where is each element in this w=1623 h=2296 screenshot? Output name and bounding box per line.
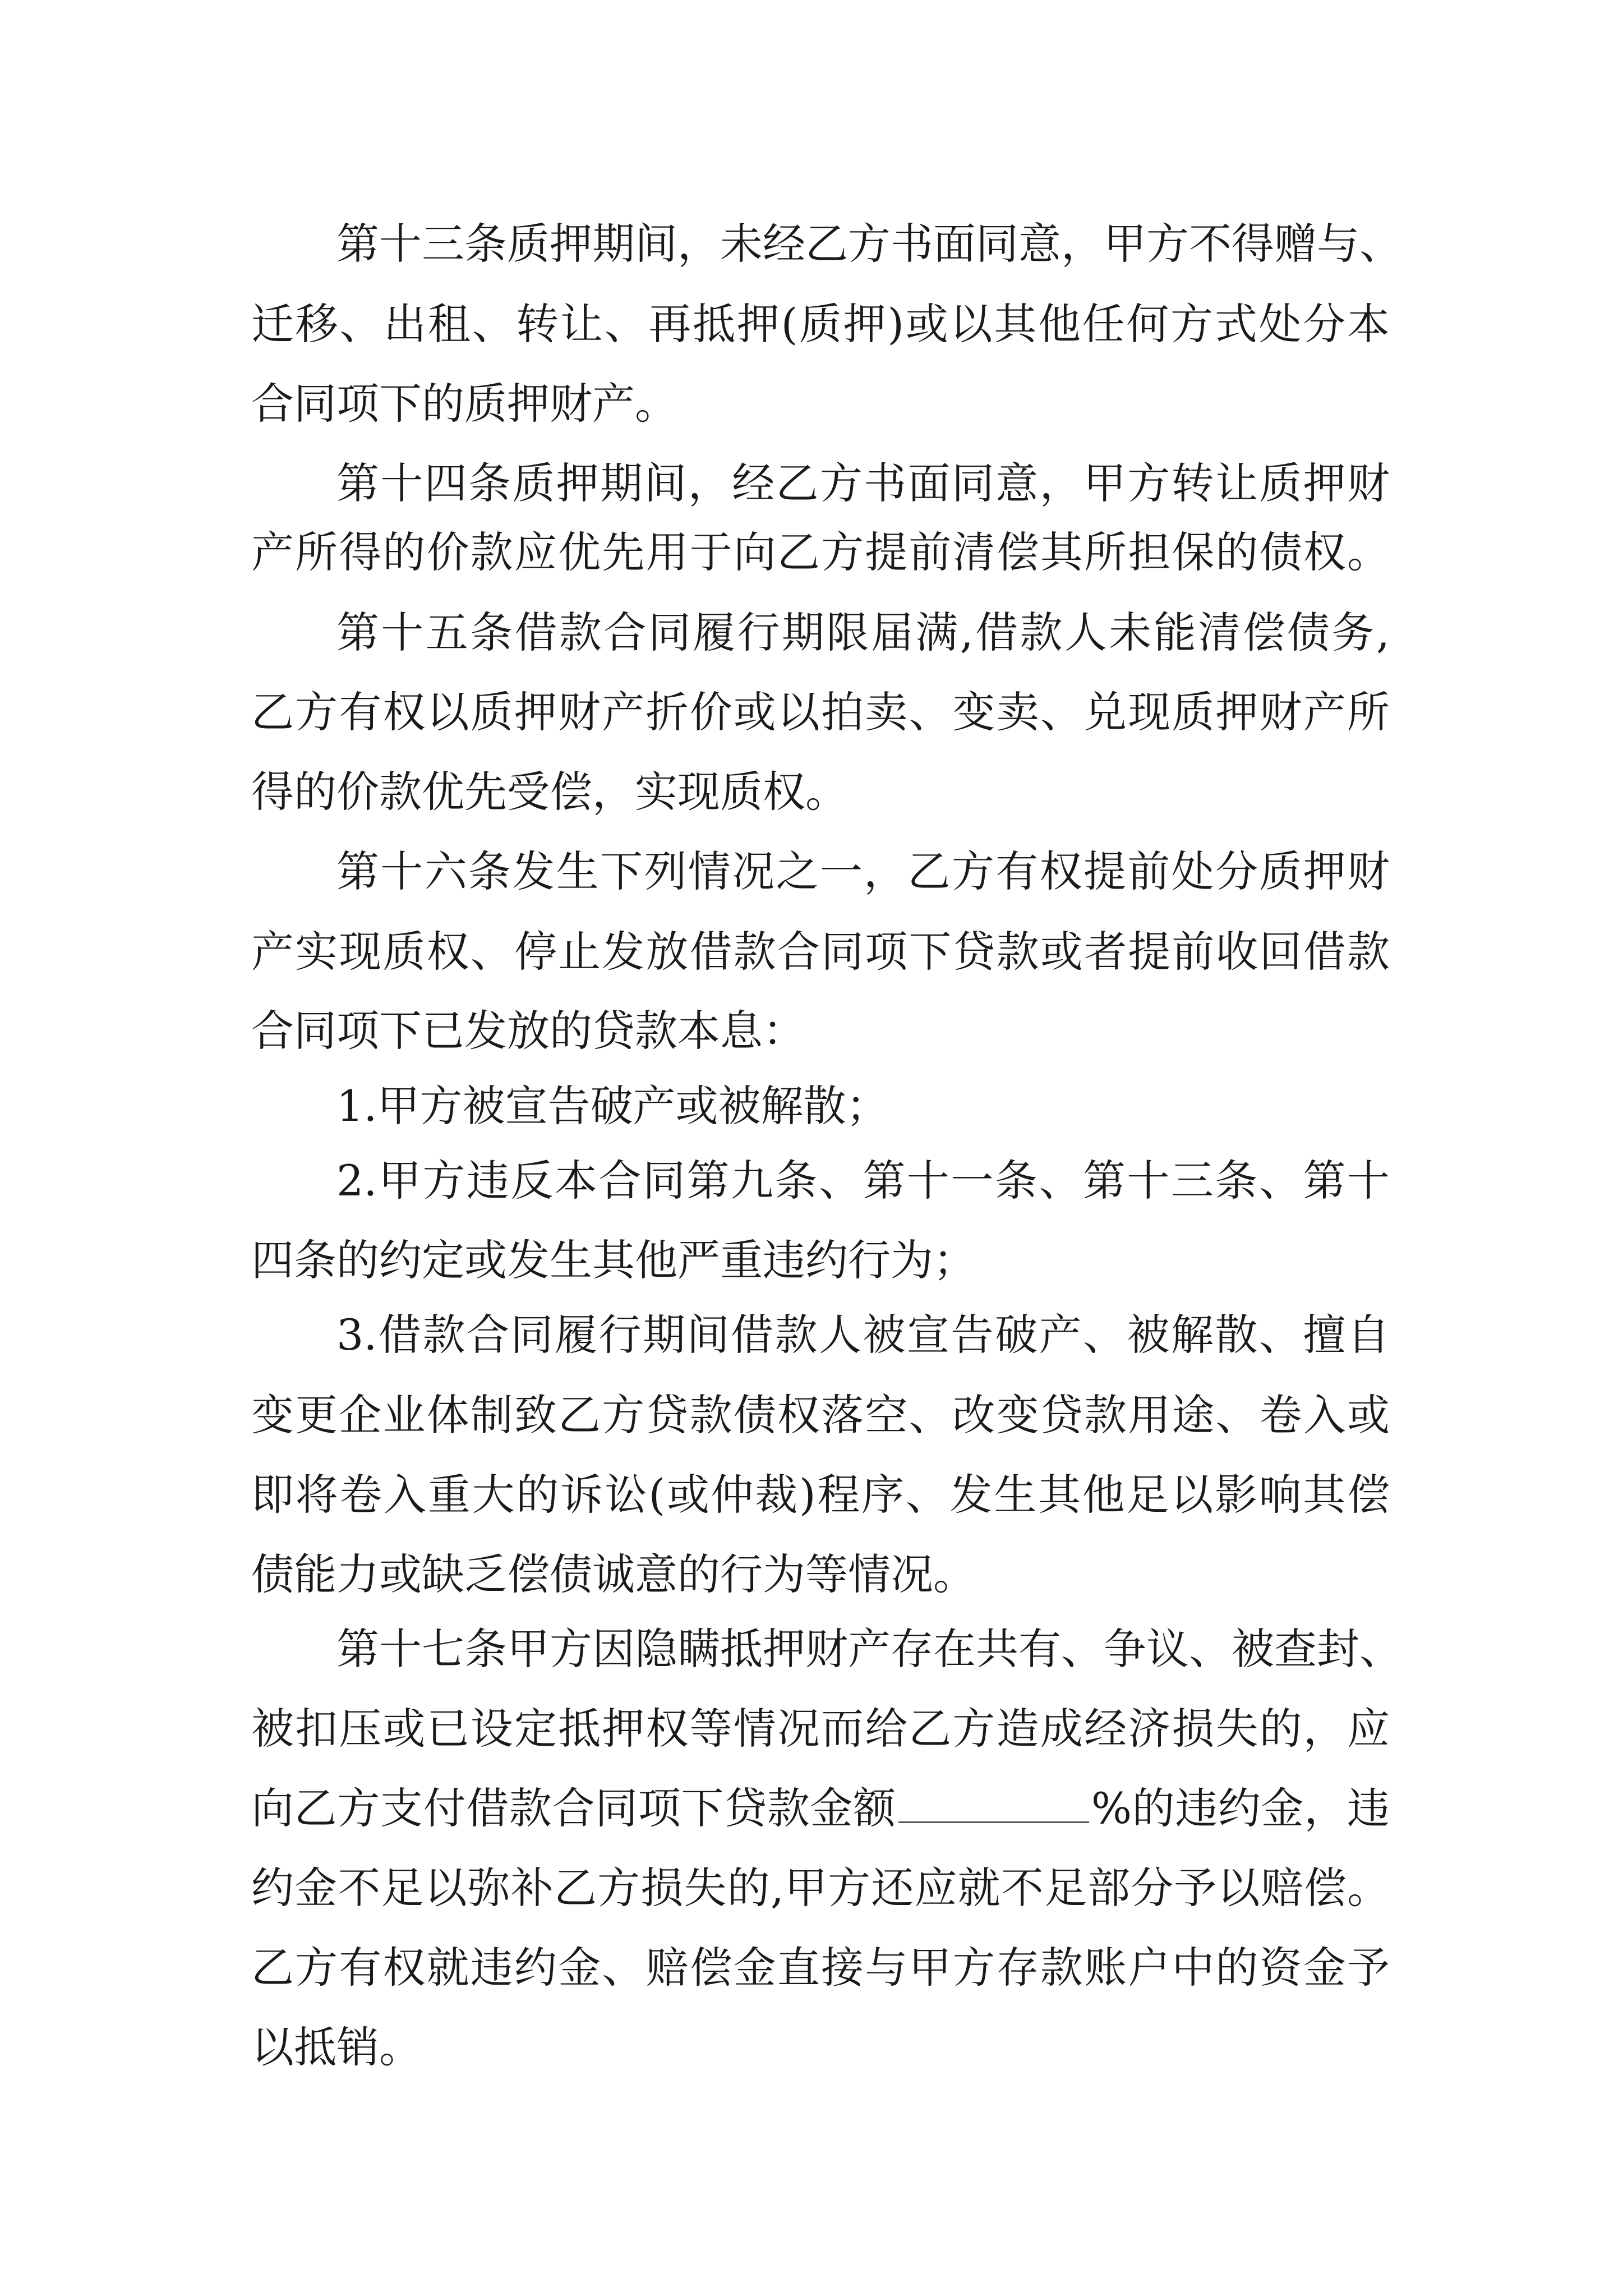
text-line: 第十五条借款合同履行期限届满,借款人未能清偿债务, (336, 608, 1390, 657)
text-line: 以抵销。 (251, 2022, 422, 2072)
text-line: 四条的约定或发生其他严重违约行为； (251, 1235, 976, 1285)
amount-blank[interactable] (898, 1782, 1089, 1823)
text-line: 乙方有权以质押财产折价或以拍卖、变卖、兑现质押财产所 (251, 687, 1390, 737)
text-line: 即将卷入重大的诉讼(或仲裁)程序、发生其他足以影响其偿 (251, 1470, 1390, 1520)
text-line: 被扣压或已设定抵押权等情况而给乙方造成经济损失的，应 (251, 1704, 1390, 1754)
text-line: 得的价款优先受偿，实现质权。 (251, 767, 848, 817)
text-line: 约金不足以弥补乙方损失的,甲方还应就不足部分予以赔偿。 (251, 1863, 1390, 1913)
text-line: 产实现质权、停止发放借款合同项下贷款或者提前收回借款 (251, 927, 1390, 977)
text-line: 合同项下的质押财产。 (251, 379, 677, 429)
text-line: 第十三条质押期间，未经乙方书面同意，甲方不得赠与、 (336, 219, 1402, 269)
list-item: 2.甲方违反本合同第九条、第十一条、第十三条、第十 (336, 1156, 1390, 1205)
text-line: 迁移、出租、转让、再抵押(质押)或以其他任何方式处分本 (251, 299, 1390, 349)
text-line (251, 1775, 1390, 1842)
text-segment: %的违约金，违 (1091, 1783, 1390, 1833)
text-line: 产所得的价款应优先用于向乙方提前清偿其所担保的债权。 (251, 527, 1390, 577)
text-line: 债能力或缺乏偿债诚意的行为等情况。 (251, 1549, 976, 1599)
text-segment: 向乙方支付借款合同项下贷款金额 (251, 1783, 896, 1833)
list-item: 1.甲方被宣告破产或被解散； (336, 1081, 889, 1131)
text-line: 第十六条发生下列情况之一，乙方有权提前处分质押财 (336, 846, 1390, 896)
text-line: 合同项下已发放的贷款本息： (251, 1006, 805, 1056)
text-line: 第十七条甲方因隐瞒抵押财产存在共有、争议、被查封、 (336, 1624, 1402, 1674)
text-line: 变更企业体制致乙方贷款债权落空、改变贷款用途、卷入或 (251, 1390, 1390, 1440)
text-line: 第十四条质押期间，经乙方书面同意，甲方转让质押财 (336, 458, 1390, 508)
text-line: 乙方有权就违约金、赔偿金直接与甲方存款账户中的资金予 (251, 1943, 1390, 1993)
list-item: 3.借款合同履行期间借款人被宣告破产、被解散、擅自 (336, 1310, 1390, 1360)
